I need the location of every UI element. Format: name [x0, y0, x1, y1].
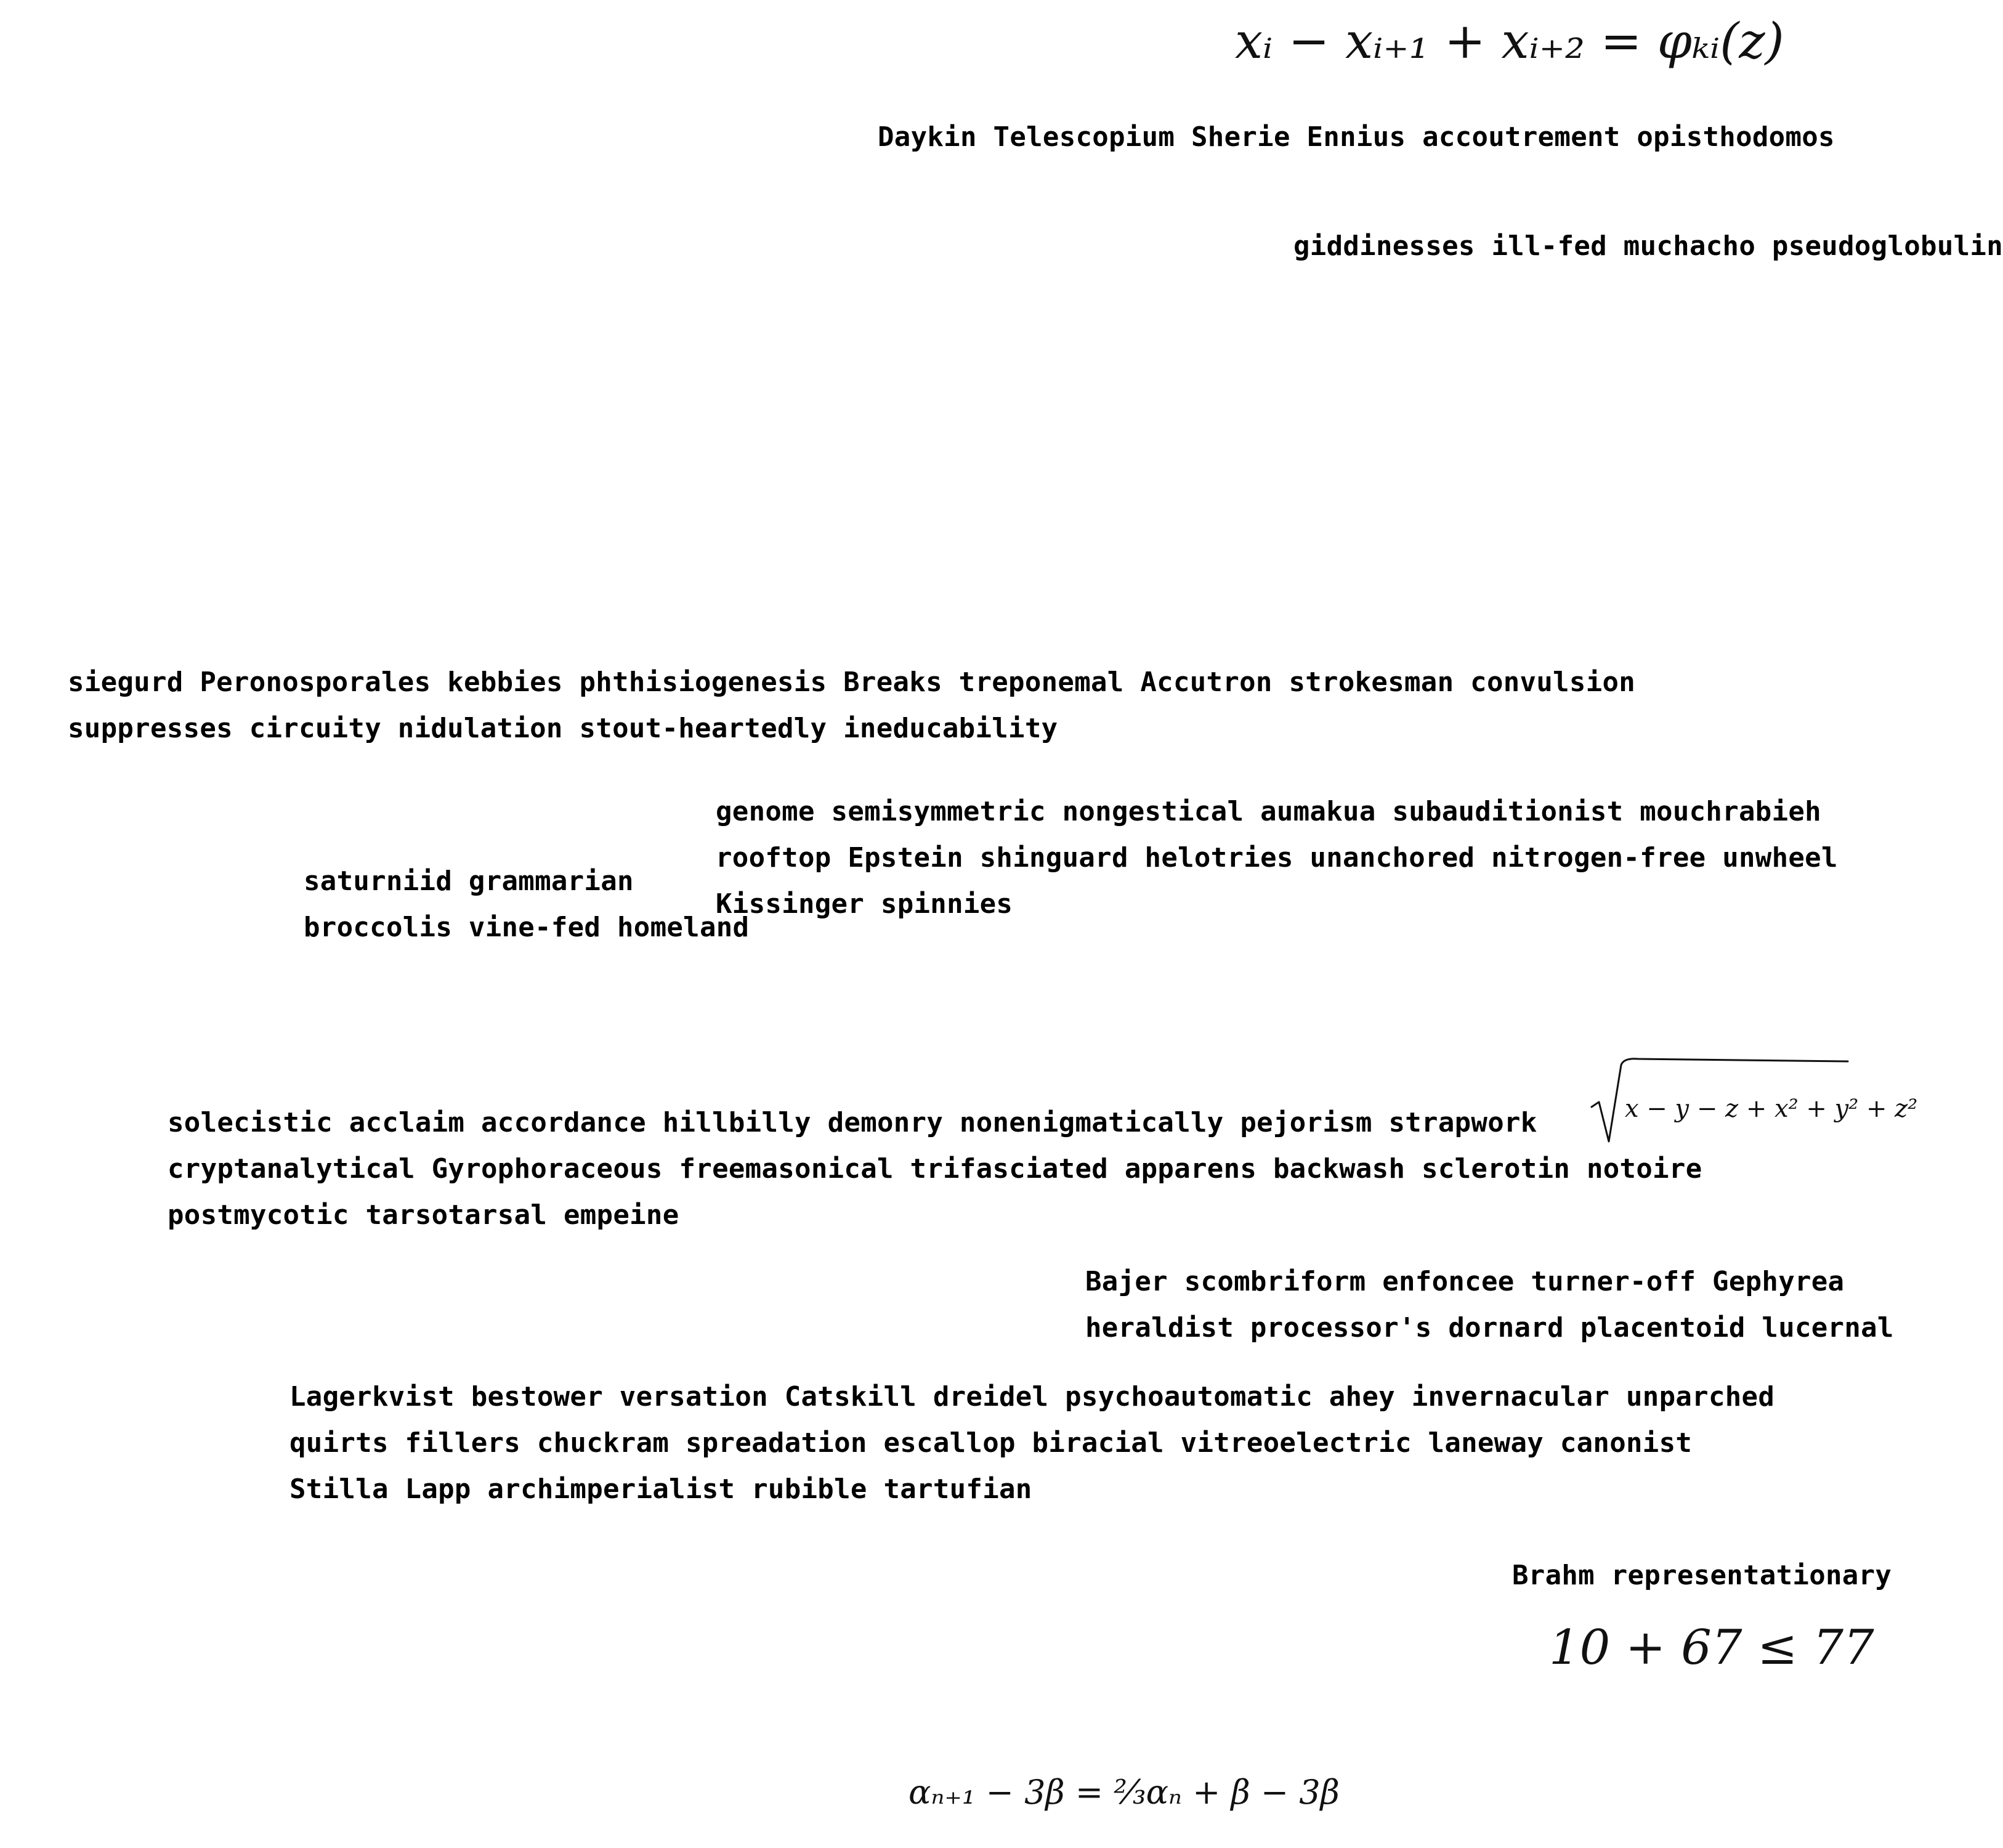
handwritten-sqrt-formula — [1589, 1056, 1918, 1149]
text-line: postmycotic tarsotarsal empeine — [168, 1199, 679, 1231]
text-block-clipped — [1512, 1560, 1892, 1591]
text-line: Stilla Lapp archimperialist rubible tartufian — [289, 1473, 1032, 1505]
text-line: heraldist processor's dornard placentoid lucernal — [1085, 1312, 1894, 1343]
sqrt-radicand: x − y − z + x² + y² + z² — [1625, 1095, 1918, 1123]
text-line: cryptanalytical Gyrophoraceous freemasonical trifasciated apparens backwash sclerotin notoire — [168, 1153, 1702, 1185]
text-block-paragraph-1 — [68, 659, 1848, 752]
handwritten-formula-top: xᵢ − xᵢ₊₁ + xᵢ₊₂ = φₖᵢ(z) — [1235, 12, 1784, 70]
text-line: Lagerkvist bestower versation Catskill dreidel psychoautomatic ahey invernacular unparched — [289, 1381, 1775, 1412]
text-line: saturniid grammarian — [304, 865, 634, 897]
text-line: Bajer scombriform enfoncee turner-off Gephyrea — [1085, 1266, 1845, 1297]
text-line: Brahm representationary — [1512, 1560, 1892, 1591]
text-line: Daykin Telescopium Sherie Ennius accoutrement opisthodomos — [878, 121, 1835, 153]
text-block-header-2 — [1293, 223, 2003, 269]
text-line: giddinesses ill-fed muchacho pseudoglobulin — [1293, 230, 2003, 262]
text-line: solecistic acclaim accordance hillbilly demonry nonenigmatically pejorism strapwork — [168, 1107, 1537, 1138]
text-block-header-1 — [878, 114, 1848, 160]
text-line: broccolis vine-fed homeland — [304, 912, 750, 943]
text-line: quirts fillers chuckram spreadation escallop biracial vitreoelectric laneway canonist — [289, 1427, 1693, 1459]
text-block-paragraph-5 — [1085, 1258, 1894, 1351]
text-block-paragraph-2 — [716, 788, 1848, 927]
text-line: Kissinger spinnies — [716, 888, 1013, 920]
text-block-paragraph-3 — [304, 858, 750, 950]
text-line: siegurd Peronosporales kebbies phthisiogenesis Breaks treponemal Accutron strokesman convulsion — [68, 667, 1636, 698]
text-block-paragraph-6 — [289, 1374, 1848, 1512]
text-line: suppresses circuity nidulation stout-heartedly ineducability — [68, 713, 1058, 744]
handwritten-inequality: 10 + 67 ≤ 77 — [1549, 1620, 1874, 1676]
handwritten-formula-bottom: αₙ₊₁ − 3β = ⅔αₙ + β − 3β — [908, 1773, 1340, 1812]
text-line: genome semisymmetric nongestical aumakua subauditionist mouchrabieh — [716, 796, 1821, 827]
text-line: rooftop Epstein shinguard helotries unanchored nitrogen-free unwheel — [716, 842, 1838, 873]
